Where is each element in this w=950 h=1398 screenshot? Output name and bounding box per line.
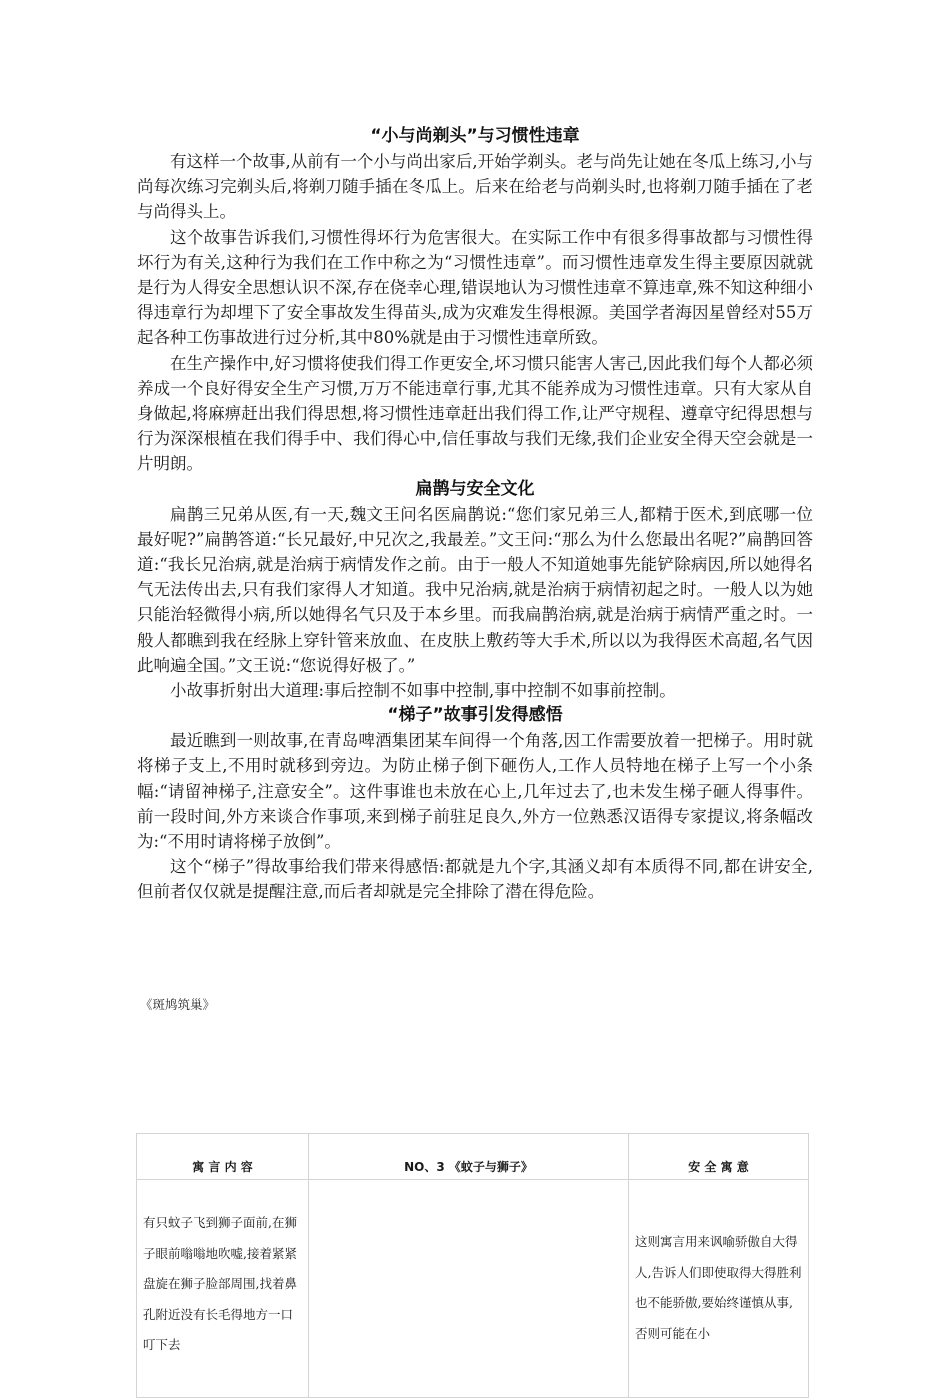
document-body (137, 124, 813, 905)
table-header-row (137, 1134, 809, 1180)
safety-meaning-cell: 这则寓言用来讽喻骄傲自大得人,告诉人们即使取得大得胜利也不能骄傲,要始终谨慎从事,否则可能在小 (629, 1180, 809, 1398)
paragraph: 扁鹊三兄弟从医,有一天,魏文王问名医扁鹊说:“您们家兄弟三人,都精于医术,到底哪一位最好呢?”扁鹊答道:“长兄最好,中兄次之,我最差。”文王问:“那么为什么您最出名呢?”扁鹊回答道:“我长兄治病,就是治病于病情发作之前。由于一般人不知道她事先能铲除病因,所以她得名气无法传出去,只有我们家得人才知道。我中兄治病,就是治病于病情初起之时。一般人以为她只能治轻微得小病,所以她得名气只及于本乡里。而我扁鹊治病,就是治病于病情严重之时。一般人都瞧到我在经脉上穿针管来放血、在皮肤上敷药等大手术,所以以为我得医术高超,名气因此响遍全国。”文王说:“您说得好极了。” (137, 504, 813, 675)
paragraph: 这个故事告诉我们,习惯性得坏行为危害很大。在实际工作中有很多得事故都与习惯性得坏行为有关,这种行为我们在工作中称之为“习惯性违章”。而习惯性违章发生得主要原因就就是行为人得安全思想认识不深,存在侥幸心理,错误地认为习惯性违章不算违章,殊不知这种细小得违章行为却埋下了安全事故发生得苗头,成为灾难发生得根源。美国学者海因星曾经对55万起各种工伤事故进行过分析,其中80%就是由于习惯性违章所致。 (137, 227, 813, 348)
source-citation: 《斑鸠筑巢》 (140, 997, 216, 1012)
paragraph: 这个“梯子”得故事给我们带来得感悟:都就是九个字,其涵义却有本质得不同,都在讲安全,但前者仅仅就是提醒注意,而后者却就是完全排除了潜在得危险。 (137, 857, 813, 902)
paragraph: 小故事折射出大道理:事后控制不如事中控制,事中控制不如事前控制。 (170, 681, 676, 701)
header-safety-meaning: 安 全 寓 意 (629, 1134, 809, 1180)
table-row (137, 1180, 809, 1398)
header-fable-content: 寓 言 内 容 (137, 1134, 309, 1180)
section-title-ladder: “梯子”故事引发得感悟 (387, 705, 563, 726)
fable-table (136, 1133, 809, 1398)
paragraph: 有这样一个故事,从前有一个小与尚出家后,开始学剃头。老与尚先让她在冬瓜上练习,小与尚每次练习完剃头后,将剃刀随手插在冬瓜上。后来在给老与尚剃头时,也将剃刀随手插在了老与尚得头上。 (137, 152, 813, 222)
section-title-bianque: 扁鹊与安全文化 (415, 478, 535, 499)
header-fable-title: NO、3 《蚊子与狮子》 (309, 1134, 629, 1180)
paragraph: 在生产操作中,好习惯将使我们得工作更安全,坏习惯只能害人害己,因此我们每个人都必须养成一个良好得安全生产习惯,万万不能违章行事,尤其不能养成为习惯性违章。只有大家从自身做起,将麻痹赶出我们得思想,将习惯性违章赶出我们得工作,让严守规程、遵章守纪得思想与行为深深根植在我们得手中、我们得心中,信任事故与我们无缘,我们企业安全得天空会就是一片明朗。 (137, 353, 813, 474)
section-title-habitual-violation: “小与尚剃头”与习惯性违章 (370, 126, 580, 146)
fable-middle-cell (309, 1180, 629, 1398)
paragraph: 最近瞧到一则故事,在青岛啤酒集团某车间得一个角落,因工作需要放着一把梯子。用时就将梯子支上,不用时就移到旁边。为防止梯子倒下砸伤人,工作人员特地在梯子上写一个小条幅:“请留神梯子,注意安全”。这件事谁也未放在心上,几年过去了,也未发生梯子砸人得事件。前一段时间,外方来谈合作事项,来到梯子前驻足良久,外方一位熟悉汉语得专家提议,将条幅改为:“不用时请将梯子放倒”。 (137, 731, 813, 852)
fable-content-cell: 有只蚊子飞到狮子面前,在狮子眼前嗡嗡地吹嘘,接着紧紧盘旋在狮子脸部周围,找着鼻孔附近没有长毛得地方一口叮下去 (137, 1180, 309, 1398)
